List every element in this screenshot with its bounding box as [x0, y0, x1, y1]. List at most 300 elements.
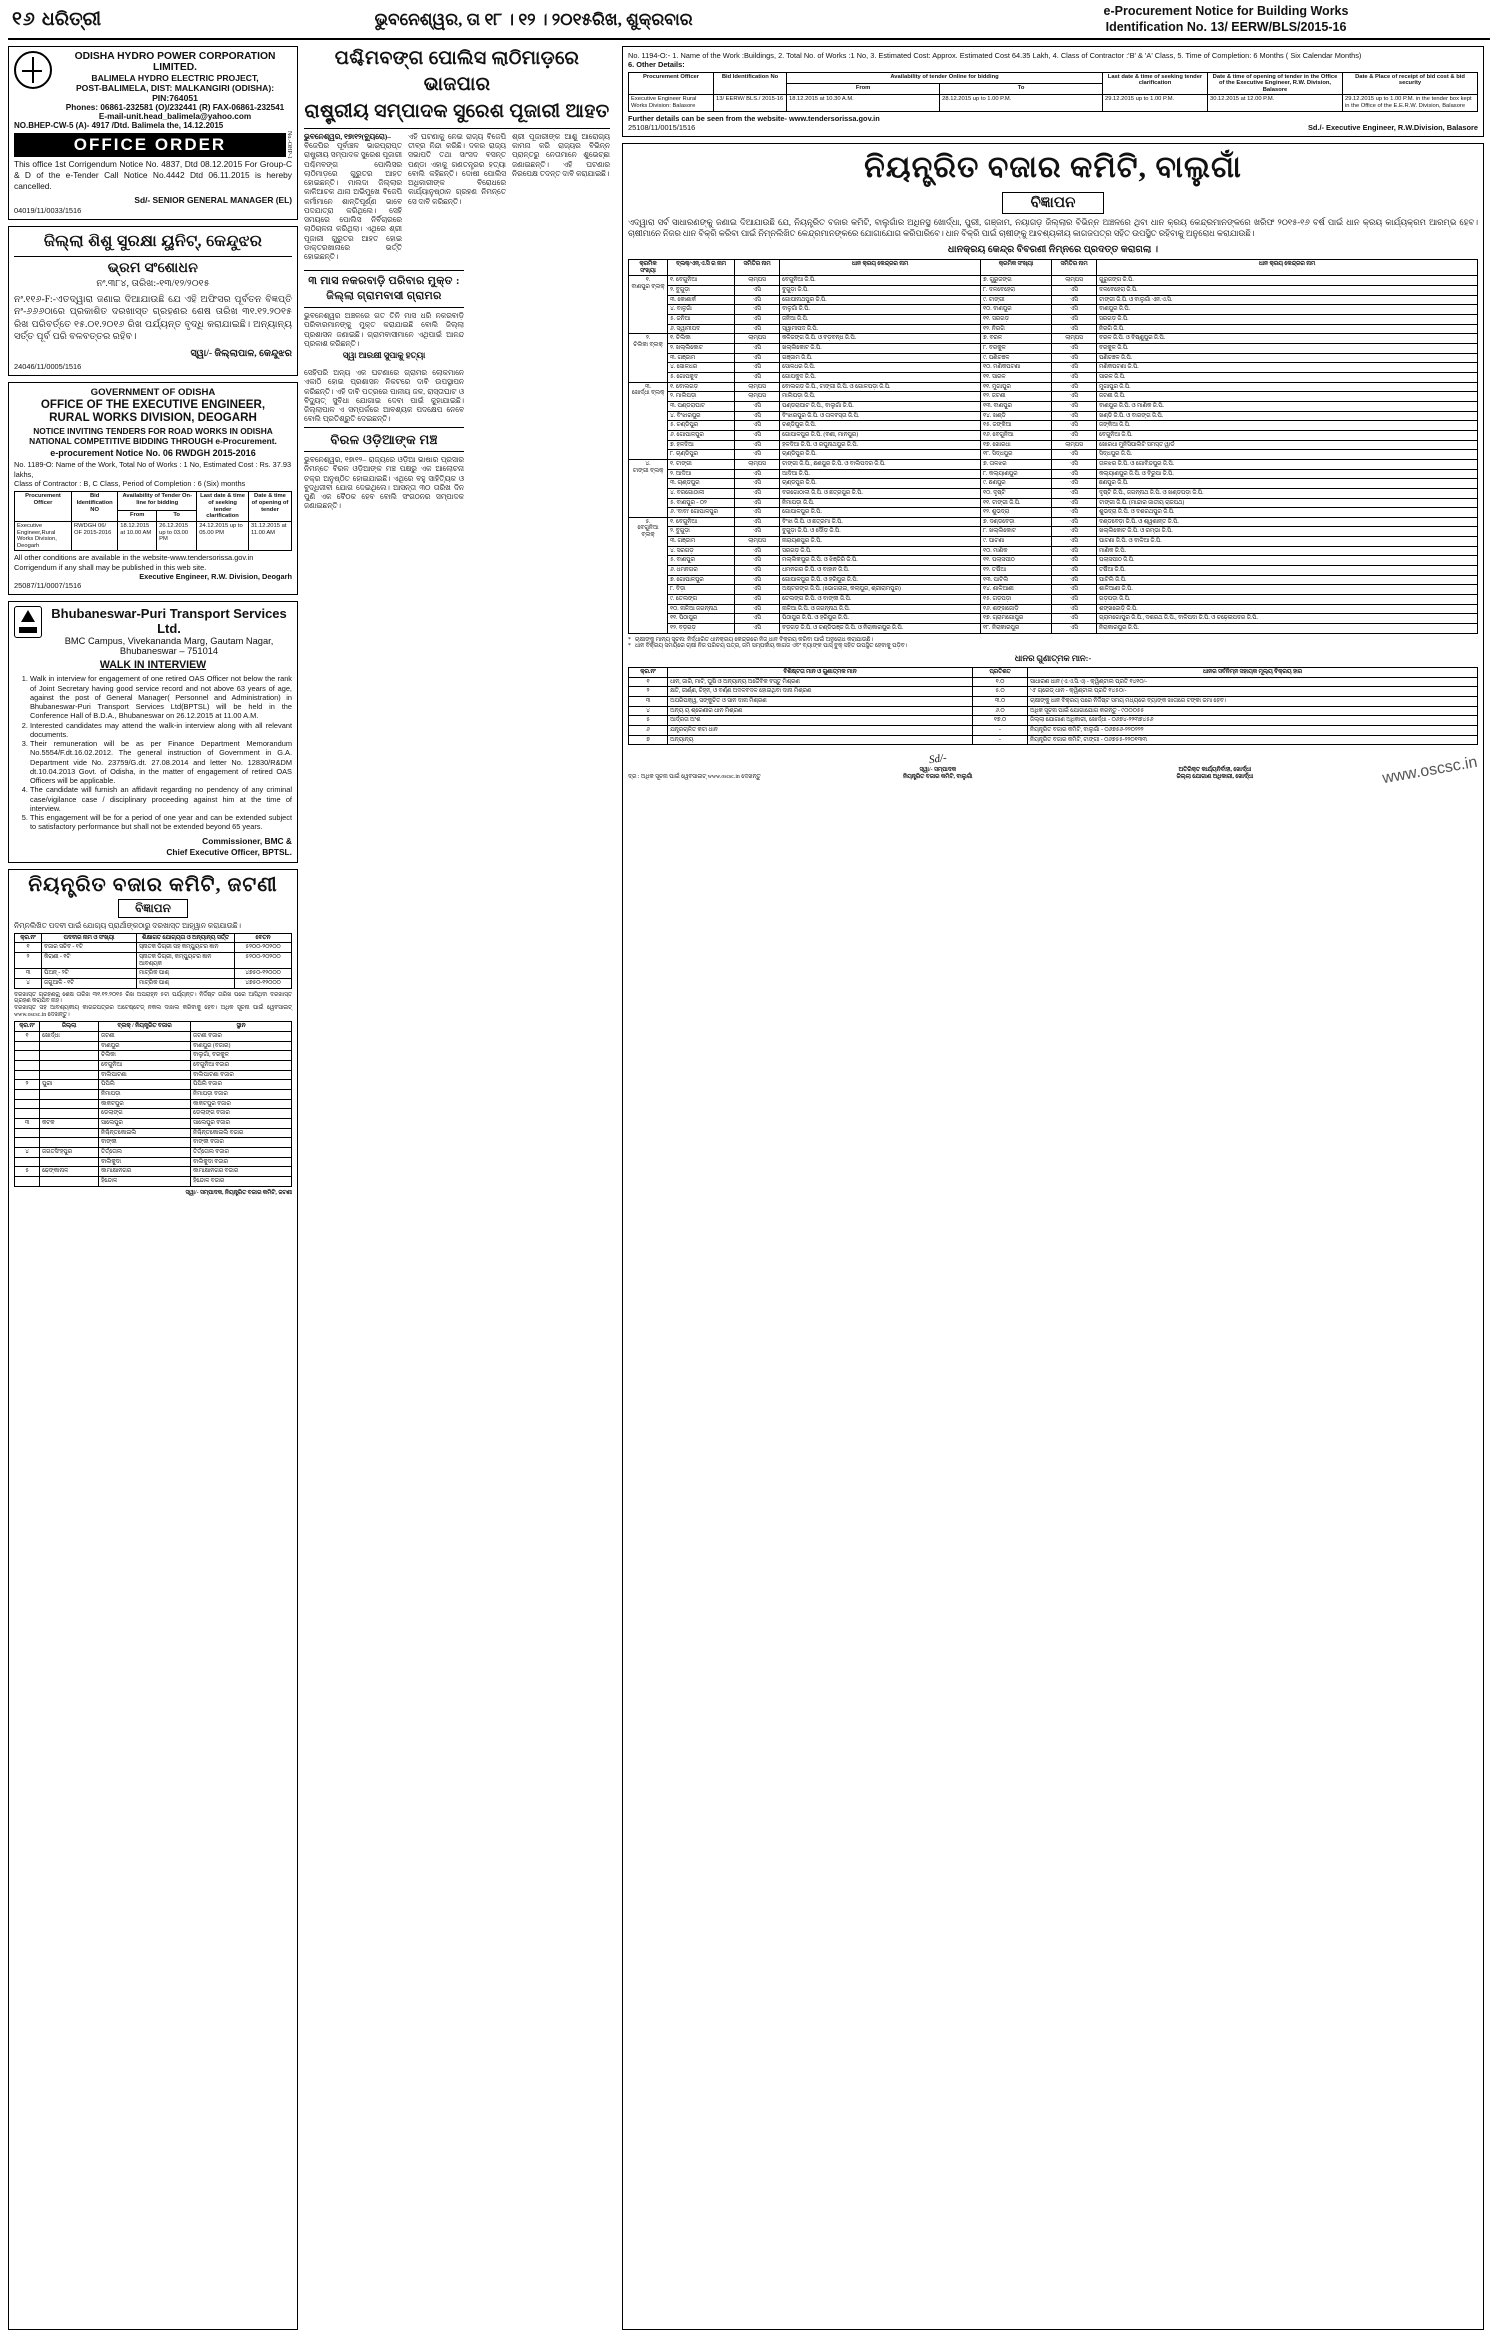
cell	[40, 1061, 99, 1071]
cell: ୧୧. ପିଠାପୁର	[668, 614, 735, 624]
cell: ୧୨. ନିରଗି	[981, 324, 1052, 334]
columns	[8, 46, 1490, 2330]
jatani-t1-r2c0: ୩	[15, 969, 42, 979]
cell: ଜଙ୍କିଆ ଜି.ପି.	[1097, 421, 1478, 431]
cell: ବିଂଝା ଜି.ପି. ଓ ଛତ୍ରମା ଜି.ପି.	[780, 517, 981, 527]
cell: ୮. କଲ୍ୟାଣପୁର	[981, 469, 1052, 479]
cell: ୧୦. ଦୃଷ୍ଟି	[981, 488, 1052, 498]
ohpc-ref: NO.BHEP-CW-5 (A)- 4917 /Dtd. Balimela the, 14.12.2015	[14, 121, 224, 130]
cell: କଲ୍ୟାଣପୁର ଜି.ପି. ଓ ବିରୁପା ଜି.ପି.	[1097, 469, 1478, 479]
cell: ପଣ୍ଡରାଘାଟ ଜି.ପି., ବାଲୁଗାଁ ଜି.ପି.	[780, 401, 981, 411]
deogarh-th-1: Bid Identification NO	[72, 492, 118, 522]
cell: ୧୫. ଜଙ୍କିଆ	[981, 421, 1052, 431]
cell: ୭. ହଳଦିଆ	[668, 440, 735, 450]
cell: ଏସି	[1052, 585, 1097, 595]
bptsl-address: BMC Campus, Vivekananda Marg, Gautam Nagar, Bhubaneswar – 751014	[64, 636, 274, 657]
cell: ଲାମ୍ପସ	[735, 537, 780, 547]
deogarh-tender-ad	[8, 382, 298, 595]
cell: ପିପିଲି ବଜାର	[191, 1080, 292, 1090]
cell: ଏସି	[1052, 614, 1097, 624]
cell: ଏସି	[1052, 353, 1097, 363]
cell: ନିଶ୍ଚିନ୍ତକୋଇଲି ବଜାର	[191, 1128, 292, 1138]
table-row	[15, 943, 292, 953]
cell: ବାଲୁଗାଁ, ବରକୁଳ	[191, 1051, 292, 1061]
cell: ବଡ଼ଗଡ଼ ଜି.ପି. ଓ ଚଣ୍ଡିଭଞ୍ଜ ଜି.ପି. ଓ ନିରାକାରପୁର ଜି.ପି.	[780, 624, 981, 634]
cell: ସାଧାରଣ ଧାନ (ଏ.ଏ.ସି.ଏ) - କ୍ୱିଣ୍ଟାଲ ପ୍ରତି ୧୪୧୦/-	[1028, 677, 1478, 687]
deogarh-th-4: Date & time of opening of tender	[248, 492, 291, 522]
jatani-title: ନିୟନ୍ତ୍ରିତ ବଜାର କମିଟି, ଜଟଣୀ	[28, 873, 278, 896]
deogarh-subth-0: From	[118, 510, 157, 521]
cell: ୫. ବାଣପୁର	[668, 556, 735, 566]
cell: ପାଟଣା ଜି.ପି. ଓ ବାଳିଆ ଜି.ପି.	[1097, 537, 1478, 547]
ohpc-refno: 04019/11/0033/1516	[14, 205, 82, 215]
cell: ୧୦. ନାଳିଆ ଜଗନ୍ନାଥ	[668, 604, 735, 614]
cell: ସାଲେପୁର ବଜାର	[191, 1118, 292, 1128]
table-row	[629, 469, 1478, 479]
deogarh-th-3: Last date & time of seeking tender clarification	[197, 492, 249, 522]
deogarh-division: RURAL WORKS DIVISION, DEOGARH	[49, 411, 257, 425]
cell	[40, 1089, 99, 1099]
cell: ୮. ଖଲ୍ଲିକୋଟ	[981, 527, 1052, 537]
cell: ପଣିଚଞ୍ଚଳ ଜି.ପି.	[1097, 353, 1478, 363]
column-1	[8, 46, 298, 2330]
cell: ଗୋପାଳପୁର ଜି.ପି. ଓ ହରିପୁର ଜି.ପି.	[780, 575, 981, 585]
balasore-tender-table	[628, 72, 1478, 112]
ohpc-body: This office 1st Corrigendum Notice No. 4837, Dtd 08.12.2015 For Group-C & D of the e-Tender Call Notice No.4442 Dtd 06.11.2015 is hereby cancelled.	[14, 159, 292, 191]
cell	[15, 1089, 40, 1099]
cell: ୭	[629, 735, 668, 745]
cell: -	[973, 725, 1028, 735]
balasore-th-0: Procurement Officer	[629, 72, 714, 95]
table-row	[629, 382, 1478, 392]
balugaon-th-2: ସମିତିର ନାମ	[735, 260, 780, 276]
cell: ସାରଳ ଜି.ପି.	[1097, 372, 1478, 382]
table-row	[629, 725, 1478, 735]
cell	[15, 1176, 40, 1186]
table-row	[629, 614, 1478, 624]
cell: ମାଲିପଡ଼ା ଜି.ପି.	[780, 392, 981, 402]
jatani-t1-r3c1: ଜଗୁଆଳି - ୧ଟି	[42, 979, 137, 989]
cell	[15, 1070, 40, 1080]
balasore-td-6: 29.12.2015 up to 1.00 P.M. in the tender box kept in the Office of the E.E.R.W. Division, Balasore	[1343, 95, 1478, 111]
deogarh-gov: GOVERNMENT OF ODISHA	[90, 387, 216, 399]
table-row	[629, 372, 1478, 382]
grade-th-1: ବିଶିଷ୍ଟତା ମାନ ଓ ଗୁଣାତ୍ମକ ମାନ	[668, 667, 973, 677]
cell: 'ଏ' ଗ୍ରେଡ୍ ଧାନ - କ୍ୱିଣ୍ଟାଲ ପ୍ରତି ୧୪୫୦/-	[1028, 687, 1478, 697]
cell: ୧	[15, 1032, 40, 1042]
cell: ୧୮. ନିରାକାରପୁର	[981, 624, 1052, 634]
cell: ଏସି	[1052, 401, 1097, 411]
cell: ଡେଲାଙ୍ଗ	[99, 1109, 191, 1119]
deogarh-subth-1: To	[157, 510, 197, 521]
cell: ୨. ବୁଗୁଡ଼ା	[668, 527, 735, 537]
jatani-t2-th-0: କ୍ର.ନଂ	[15, 1022, 40, 1032]
cell: ଜଟଣୀ ବଜାର	[191, 1032, 292, 1042]
column-4	[622, 46, 1484, 2330]
cell: ୧୭.୦	[973, 716, 1028, 726]
balugaon-th-0: କ୍ରମିକ ସଂଖ୍ୟା	[629, 260, 668, 276]
balugaon-sign-1: ସ୍ୱା/- ସମ୍ପାଦକ	[919, 767, 956, 774]
news-headline-2: ରାଷ୍ଟ୍ରୀୟ ସମ୍ପାଦକ ସୁରେଶ ପୂଜାରୀ ଆହତ	[304, 101, 610, 123]
table-row	[629, 305, 1478, 315]
balugaon-title: ନିୟନ୍ତ୍ରିତ ବଜାର କମିଟି, ବାଲୁଗାଁ	[864, 151, 1242, 185]
news-sub2-body: ସେହିପରି ଅନ୍ୟ ଏକ ଘଟଣାରେ ଗ୍ରାମର ଲୋକମାନେ ଏକାଠି ହୋଇ ପ୍ରଶାସନ ନିକଟରେ ଦାବି ଉପସ୍ଥାପନ କରିଛନ୍ତି। ଏହି ଦାବି ପତ୍ରରେ ପାନୀୟ ଜଳ, ରାସ୍ତାଘାଟ ଓ ବିଦ୍ୟୁତ୍ ସୁବିଧା ଯୋଗାଇ ଦେବା ପାଇଁ କୁହାଯାଇଛି। ଜିଲ୍ଲାପାଳ ଏ ସମ୍ପର୍କରେ ଆବଶ୍ୟକ ପଦକ୍ଷେପ ନେବେ ବୋଲି ପ୍ରତିଶ୍ରୁତି ଦେଇଛନ୍ତି।	[304, 368, 464, 424]
ohpc-email: E-mail-unit.head_balimela@yahoo.com	[98, 112, 252, 121]
cell: ପିପିଲି	[99, 1080, 191, 1090]
cell: ଏସି	[735, 295, 780, 305]
cell: ୭. ବରଳ	[981, 334, 1052, 344]
ohpc-office-order-ad	[8, 46, 298, 220]
table-row	[15, 1167, 292, 1177]
table-row	[629, 488, 1478, 498]
table-row	[629, 286, 1478, 296]
table-row	[15, 1070, 292, 1080]
table-row	[629, 735, 1478, 745]
table-row	[629, 411, 1478, 421]
balugaon-th-1: ବ୍ଲକ୍/ଏନ୍.ଏ.ସି ର ନାମ	[668, 260, 735, 276]
cell: ୧୮. ସିଦ୍ଧପୁର	[981, 450, 1052, 460]
balugaon-th-3: ଧାନ କ୍ରୟ କେନ୍ଦ୍ରର ନାମ	[780, 260, 981, 276]
jatani-post-table	[14, 933, 292, 989]
cell: ଏସି	[1052, 392, 1097, 402]
cell: ଏସି	[1052, 517, 1097, 527]
jatani-note2: ଦରଖାସ୍ତ ସହ ଆବଶ୍ୟକୀୟ କାଗଜପତ୍ରର ଅଟେଷ୍ଟେଡ୍ ନକଲ ଦାଖଲ କରିବାକୁ ହେବ। ଅଧିକ ସୂଚନା ପାଇଁ ୱେବସାଇଟ୍ www.oscsc.in ଦେଖନ୍ତୁ।	[14, 1005, 292, 1018]
cell: ଏସି	[735, 315, 780, 325]
table-row	[15, 1041, 292, 1051]
cell: ବୁଗୁଡ଼ା ଜି.ପି. ଓ ଦୌଡ଼ ଜି.ପି.	[780, 527, 981, 537]
cell: ଆର୍ଦ୍ରତା ଅଂଶ	[668, 716, 973, 726]
cell: ଜନିଆ ଜି.ପି.	[780, 315, 981, 325]
balugaon-group-name: ଟାଙ୍ଗୀ ବ୍ଲକ୍	[632, 467, 664, 474]
jatani-t1-r2c3: ୪୭୫୦-୧୨୦୦୦	[235, 969, 292, 979]
cell: ୧	[629, 677, 668, 687]
cell: କାକଟପୁର	[99, 1099, 191, 1109]
cell: ଶୁଭଦ୍ରା ଜି.ପି. ଓ ଦଶରଥପୁର ଜି.ପି.	[1097, 508, 1478, 518]
cell	[40, 1070, 99, 1080]
cell: ଗଡ଼ପଡ଼ା ଜି.ପି.	[1097, 595, 1478, 605]
deogarh-notice-line1: NOTICE INVITING TENDERS FOR ROAD WORKS IN ODISHA	[33, 426, 273, 437]
cell: ୫. ଚଣ୍ଡିପୁର	[668, 421, 735, 431]
cell: କାମାକ୍ଷାନଗର ବଜାର	[191, 1167, 292, 1177]
balugaon-group-no: ୪.	[645, 460, 651, 467]
cell: ତିର୍ତ୍ତୋଲ ବଜାର	[191, 1147, 292, 1157]
cell: ଚାଷୀଙ୍କୁ ଧାନ ବିକ୍ରୟ ପରେ ନିର୍ଦ୍ଦିଷ୍ଟ ସମୟ ମଧ୍ୟରେ ବ୍ୟାଙ୍କ ଖାତାରେ ଟଙ୍କା ଜମା ହେବ।	[1028, 696, 1478, 706]
cell: ୧୧. ସାରଳ	[981, 372, 1052, 382]
cell: ବେଗୁନିଆ	[99, 1061, 191, 1071]
table-row	[629, 276, 1478, 286]
jatani-t1-th-3: ବେତନ	[235, 933, 292, 943]
cell	[40, 1099, 99, 1109]
cell: ଏସି	[735, 498, 780, 508]
cell: ଏସି	[1052, 324, 1097, 334]
cell: ଲାମ୍ପସ	[735, 382, 780, 392]
cell: ୩. ଗଞ୍ଜାମ	[668, 537, 735, 547]
cell: ନିମାପଡ଼ା ଜି.ପି.	[780, 498, 981, 508]
signature-stamp: Sd/-	[928, 751, 948, 767]
cell: ୪. ବରଗୋଠାଳୀ	[668, 488, 735, 498]
cell: ଅଷ୍ଟରଙ୍ଗ ଜି.ପି. (ଭୋଗରାଇ, କଲାପୁର, ଶ୍ରୀରାମପୁର)	[780, 585, 981, 595]
balugaon-group-label	[629, 334, 668, 382]
jatani-intro: ନିମ୍ନଲିଖିତ ପଦବୀ ପାଇଁ ଯୋଗ୍ୟ ପ୍ରାର୍ଥୀଙ୍କଠାରୁ ଦରଖାସ୍ତ ଆହ୍ୱାନ କରାଯାଉଛି।	[14, 920, 241, 930]
jatani-t1-r1c2: ସ୍ନାତକ ଡିଗ୍ରୀ, କମ୍ପ୍ୟୁଟର ଜ୍ଞାନ ଆବଶ୍ୟକ	[137, 953, 235, 969]
deogarh-td-1: RWDGH 06/ OF 2015-2016	[72, 521, 118, 551]
list-item: 1. Walk in interview for engagement of one retired OAS Officer not below the rank of Joint Secretary having good service record and not above 63 years of age, against the post of General Manager( Personnel and Administration) in Bhubaneswar-Puri Transport Services Ltd(BPTSL) will be held in the Conference Hall of B.D.A., Bhubaneswar on 26.12.2015 at 11.00 A.M.	[30, 674, 292, 720]
cell: ସରଗଡ଼ ଜି.ପି.	[780, 546, 981, 556]
list-item: 4. The candidate will furnish an affidavit regarding no pendency of any criminal case/vigilance case / disciplinary proceeding against him at the time of interview.	[30, 785, 292, 813]
table-row	[629, 508, 1478, 518]
table-row	[15, 1157, 292, 1167]
deogarh-foot1: All other conditions are available in the website-www.tendersorissa.gov.in	[14, 553, 254, 563]
cell	[15, 1041, 40, 1051]
cell: ୧୨. ଶୁଭଦ୍ରା	[981, 508, 1052, 518]
cell: ଖୋରଧା ମୁନିସିପାଲିଟି ସମସ୍ତ ୱାର୍ଡ	[1097, 440, 1478, 450]
cell: ତିର୍ତ୍ତୋଲ	[99, 1147, 191, 1157]
cell: ୧୩. ପାଟିଲି	[981, 575, 1052, 585]
cell: ଏସି	[735, 488, 780, 498]
table-row	[15, 1109, 292, 1119]
news-sub1-sign: ସ୍ୱା ଆରକ୍ଷୀ ସୁପାକୁ ହତ୍ୟା	[342, 351, 426, 361]
cell: ୪	[15, 1147, 40, 1157]
cell: ଏସି	[1052, 546, 1097, 556]
table-row	[629, 295, 1478, 305]
cell: ଏସି	[735, 344, 780, 354]
cell: -	[973, 735, 1028, 745]
cell: ୪. ସୋଳଧର	[668, 363, 735, 373]
table-row	[15, 969, 292, 979]
cell: ଏସି	[735, 353, 780, 363]
jatani-ad-badge: ବିଜ୍ଞାପନ	[118, 899, 188, 918]
cell: ଶଙ୍ଖଜୋଡ଼ି ଜି.ପି.	[1097, 604, 1478, 614]
cell: ୧୬. ଶଙ୍ଖଜୋଡ଼ି	[981, 604, 1052, 614]
ohpc-side-note: No.-OHP-1	[286, 130, 292, 159]
cell: ନିୟନ୍ତ୍ରିତ ବଜାର କମିଟି, ବାଲୁଗାଁ - ୦୬୭୫୬-୨୨୦୨୨୨	[1028, 725, 1478, 735]
cell: ଗୋପାଳପୁର ଜି.ପି.	[780, 508, 981, 518]
cell: ଏସି	[735, 450, 780, 460]
cell: ୧. ବେଗୁନିଆ	[668, 517, 735, 527]
deogarh-office: OFFICE OF THE EXECUTIVE ENGINEER,	[40, 398, 266, 412]
cell: ଏସି	[1052, 363, 1097, 373]
news-sub1-title: ୩ ମାସ ନକରବାଡ଼ି ପରିବାର ମୁକ୍ତ : ଜିଲ୍ଲା ଗ୍ରାମବାସୀ ଗ୍ରାମର	[308, 275, 460, 303]
table-row	[15, 953, 292, 969]
cell: ନାରାୟଣପୁର ଜି.ପି.	[780, 537, 981, 547]
balasore-th-1: Bid Identification No	[714, 72, 787, 95]
balasore-refno: 25108/11/0015/1516	[628, 123, 696, 133]
cell: ୫	[15, 1167, 40, 1177]
cell: ଏସି	[1052, 595, 1097, 605]
masthead-right-notice	[966, 4, 1486, 35]
cell: ପୁରୀ	[40, 1080, 99, 1090]
cell: ଏସି	[735, 430, 780, 440]
news-sub-article-2	[304, 368, 464, 2330]
office-order-banner: OFFICE ORDER	[14, 133, 286, 157]
cell: ୧୭. ଖୋରଧା	[981, 440, 1052, 450]
cell: ଏସି	[1052, 556, 1097, 566]
cell: ଏସି	[735, 595, 780, 605]
cell: ୬	[629, 725, 668, 735]
ohpc-sign: Sd/- SENIOR GENERAL MANAGER (EL)	[134, 194, 292, 205]
cell: ୧୧. ପଲାସପୀଠ	[981, 556, 1052, 566]
balasore-subth-1: To	[940, 83, 1103, 94]
deogarh-refno: 25087/11/0007/1516	[14, 581, 82, 591]
sisu-body: ନଂ.୧୧୬-F:-ଏତଦ୍ୱାରା ଜଣାଇ ଦିଆଯାଉଛି ଯେ ଏହି ଅଫିସର ପୂର୍ବତନ ବିଜ୍ଞପ୍ତି ନଂ-୬୬୬ଠାରେ ପ୍ରକାଶିତ ଦରଖାସ୍ତ ଗ୍ରହଣର ଶେଷ ତାରିଖ ୩୧.୧୨.୨୦୧୫ ରିଖ ପରିବର୍ତ୍ତେ ୧୫.୦୧.୨୦୧୬ ରିଖ ପର୍ଯ୍ୟନ୍ତ ବୃଦ୍ଧି କରାଯାଇଛି। ଅନ୍ୟାନ୍ୟ ସର୍ତ୍ତ ପୂର୍ବ ପରି ବଳବତ୍ତର ରହିବ।	[14, 293, 292, 343]
balugaon-group-label	[629, 459, 668, 517]
cell: ୭. ତାଳଝର	[981, 459, 1052, 469]
ohpc-sub1: BALIMELA HYDRO ELECTRIC PROJECT,	[91, 73, 259, 83]
jatani-t1-r0c2: ସ୍ନାତକ ଡିଗ୍ରୀ ସହ କମ୍ପ୍ୟୁଟର ଜ୍ଞାନ	[137, 943, 235, 953]
balasore-th-4: Date & time of opening of tender in the Office of the Executive Engineer, R.W. Division, Balasore	[1208, 72, 1343, 95]
cell: ଏସି	[1052, 372, 1097, 382]
cell: ସ୍ୱାମୀପଦ ଜି.ପି.	[780, 324, 981, 334]
cell: ବାଣପୁର ଜି.ପି.	[1097, 305, 1478, 315]
cell: ଚିଲିକା	[99, 1051, 191, 1061]
jatani-t2-th-1: ଜିଲ୍ଲା	[40, 1022, 99, 1032]
table-row	[629, 479, 1478, 489]
cell: ମଣିକପଟଣା ଜି.ପି.	[1097, 363, 1478, 373]
table-row	[629, 575, 1478, 585]
table-row	[629, 421, 1478, 431]
cell: ଏସି	[735, 479, 780, 489]
cell: ୨. ବୁଗୁଡ଼ା	[668, 286, 735, 296]
list-item: 2. Interested candidates may attend the walk-in interview along with all relevant documents.	[30, 721, 292, 740]
table-row	[629, 546, 1478, 556]
cell: ୯. ଛଣପୁର	[981, 479, 1052, 489]
cell	[15, 1051, 40, 1061]
cell: ୧୩. ବାଣପୁର	[981, 401, 1052, 411]
news-headline-1: ପଶ୍ଚିମବଙ୍ଗ ପୋଲିସ ଲାଠିମାଡ଼ରେ ଭାଜପାର	[334, 48, 580, 95]
cell: ଏସି	[1052, 450, 1097, 460]
deogarh-td-3: 26.12.2015 up to 03.00 PM	[157, 521, 197, 551]
jatani-t1-r1c1: କିରାଣୀ - ୧ଟି	[42, 953, 137, 969]
cell: ୧. ଟାଙ୍ଗୀ	[668, 459, 735, 469]
cell: ଏସି	[735, 363, 780, 373]
balugaon-sign-4: ଜିଲ୍ଲା ଯୋଗାଣ ଅଧିକାରୀ, ଖୋର୍ଦ୍ଧା	[1176, 773, 1254, 780]
cell: ୨. ମାଲିପଡ଼ା	[668, 392, 735, 402]
balasore-subth-0: From	[787, 83, 940, 94]
balasore-th-5: Date & Place of receipt of bid cost & bid security	[1343, 72, 1478, 95]
bptsl-title: Bhubaneswar-Puri Transport Services Ltd.	[51, 606, 287, 637]
cell: ୮. ଚାଣ୍ଡିପୁର	[668, 450, 735, 460]
cell	[40, 1176, 99, 1186]
deogarh-line1: No. 1189-O: Name of the Work, Total No of Works : 1 No, Estimated Cost : Rs. 37.93 lakhs,	[14, 460, 292, 479]
sisu-sign: ସ୍ୱା/- ଜିଲ୍ଲାପାଳ, କେନ୍ଦୁଝର	[190, 347, 292, 359]
balugaon-group-name: ଚିଲିକା ବ୍ଲକ୍	[633, 342, 663, 348]
cell: ଛଣପୁର ଜି.ପି.	[1097, 479, 1478, 489]
cell: ଟାଙ୍ଗୀ ଜି.ପି., ଛଣପୁର ଜି.ପି. ଓ ବାଲିପଦର ଜି.ପି.	[780, 459, 981, 469]
table-row	[629, 595, 1478, 605]
jatani-note: ଦରଖାସ୍ତ ଗ୍ରହଣର ଶେଷ ତାରିଖ ୩୧.୧୨.୨୦୧୫ ରିଖ ଅପରାହ୍ନ ୫ଟା ପର୍ଯ୍ୟନ୍ତ। ନିର୍ଦ୍ଦିଷ୍ଟ ତାରିଖ ପରେ ଆସିଥିବା ଦରଖାସ୍ତ ଗ୍ରହଣ କରାଯିବ ନାହିଁ।	[14, 991, 292, 1005]
balugaon-sign-2: ନିୟନ୍ତ୍ରିତ ବଜାର କମିଟି, ବାଲୁଗାଁ	[903, 773, 973, 780]
cell	[40, 1041, 99, 1051]
jatani-t1-r1c3: ୫୨୦୦-୨୦୨୦୦	[235, 953, 292, 969]
table-row	[629, 430, 1478, 440]
jatani-t1-th-1: ପଦବୀର ନାମ ଓ ସଂଖ୍ୟା	[42, 933, 137, 943]
deogarh-td-0: Executive Engineer,Rural Works Division, Deogarh	[15, 521, 72, 551]
cell: ୧୦. ମଣିକପଟଣା	[981, 363, 1052, 373]
balasore-td-0: Executive Engineer Rural Works Division: Balasore	[629, 95, 714, 111]
cell: ନିମାପଡ଼ା ବଜାର	[191, 1089, 292, 1099]
balugaon-ad-badge: ବିଜ୍ଞାପନ	[1002, 192, 1105, 214]
cell: ୭. ଗୋପାଳପୁର	[668, 575, 735, 585]
balasore-td-4: 29.12.2015 up to 1.00 P.M.	[1103, 95, 1208, 111]
cell: ୮. ବିଡ଼ା	[668, 585, 735, 595]
cell: ୩. ଚାଣ୍ଡପୁର	[668, 479, 735, 489]
child-protection-unit-ad	[8, 226, 298, 377]
cell: ୩. କୋଣାର୍କ	[668, 295, 735, 305]
cell: ଶାଳିଆଣୀ ଜି.ପି.	[1097, 585, 1478, 595]
cell: ବାଙ୍କୀ	[99, 1138, 191, 1148]
cell: ଏସି	[735, 517, 780, 527]
table-row	[629, 450, 1478, 460]
news-col-2: ଏହି ଘଟଣାକୁ ନେଇ ରାଜ୍ୟ ବିଜେପି ତୀବ୍ର ନିନ୍ଦା କରିଛି। ଦଳର ରାଜ୍ୟ ସଭାପତି ତଥା ସାଂସଦ ବସନ୍ତ ପଣ୍ଡା ଏହାକୁ ଗଣତନ୍ତ୍ରର ହତ୍ୟା ବୋଲି କହିଛନ୍ତି। ଦୋଷୀ ପୋଲିସ ଅଧିକାରୀଙ୍କ ବିରୋଧରେ କାର୍ଯ୍ୟାନୁଷ୍ଠାନ ଗ୍ରହଣ ନିମନ୍ତେ ସେ ଦାବି କରିଛନ୍ତି।	[408, 131, 506, 206]
news-sub3-body: ଭୁବନେଶ୍ୱର, ୧୭ା୧୨– ରାଜ୍ୟରେ ଓଡ଼ିଆ ଭାଷାର ପ୍ରସାର ନିମନ୍ତେ ବିରଳ ଓଡ଼ିଆଙ୍କ ମଞ୍ଚ ପକ୍ଷରୁ ଏକ ଆଲୋଚନା ଚକ୍ର ଅନୁଷ୍ଠିତ ହୋଇଯାଇଛି। ଏଥିରେ ବହୁ ସାହିତ୍ୟିକ ଓ ବୁଦ୍ଧିଜୀବୀ ଯୋଗ ଦେଇଥିଲେ। ଆସନ୍ତା ୩୦ ତାରିଖ ଦିନ ପୁଣି ଏକ ବୈଠକ ହେବ ବୋଲି ସଂଗଠନର ସମ୍ପାଦକ ଜଣାଇଛନ୍ତି।	[304, 455, 464, 511]
cell: ଏସି	[1052, 459, 1097, 469]
cell: ଲାମ୍ପସ	[735, 459, 780, 469]
cell: ଏସି	[735, 372, 780, 382]
cell: ୨. ଆଦିଆ	[668, 469, 735, 479]
balugaon-grade-title: ଧାନର ଗୁଣାତ୍ମକ ମାନ:-	[1014, 654, 1092, 663]
table-row	[629, 687, 1478, 697]
cell: ଏସି	[735, 305, 780, 315]
cell	[15, 1138, 40, 1148]
sisu-subtitle: ଭ୍ରମ ସଂଶୋଧନ	[107, 260, 199, 276]
cell: ୧୪. ଶାଳିଆଣୀ	[981, 585, 1052, 595]
bptsl-sign2: Chief Executive Officer, BPTSL.	[166, 846, 292, 857]
balasore-td-5: 30.12.2015 at 12.00 P.M.	[1208, 95, 1343, 111]
cell: ୩. ପଣ୍ଡରାଘାଟ	[668, 401, 735, 411]
masthead-right-title: e-Procurement Notice for Building Works	[1103, 4, 1349, 19]
cell: କାମାକ୍ଷାନଗର	[99, 1167, 191, 1177]
cell: ୧୦. ବାଣପୁର	[981, 305, 1052, 315]
balasore-td-1: 13/ EERW/ BLS./ 2015-16	[714, 95, 787, 111]
cell: ୧୫. ଗଡ଼ପଡ଼ା	[981, 595, 1052, 605]
balasore-td-2: 18.12.2015 at 10.30 A.M.	[787, 95, 940, 111]
cell: ୩.୦	[973, 696, 1028, 706]
cell: ୯. ତେଲଙ୍ଗ	[668, 595, 735, 605]
cell: ଖଣ୍ଡି ଜି.ପି. ଓ ବାରଙ୍ଗ ଜି.ପି.	[1097, 411, 1478, 421]
cell: ଢେଙ୍କାନାଳ	[40, 1167, 99, 1177]
grade-th-3: ଧାନର ସର୍ବନିମ୍ନ ସହାୟକ ମୂଲ୍ୟ ବିକ୍ରୟ ହାର	[1028, 667, 1478, 677]
deogarh-tender-table	[14, 491, 292, 551]
cell: ଏସି	[1052, 566, 1097, 576]
cell: ୪. ବାଳୁଗାଁ	[668, 305, 735, 315]
cell: ହିନ୍ଦୋଳ	[99, 1176, 191, 1186]
cell: ଏସି	[735, 546, 780, 556]
cell	[40, 1051, 99, 1061]
balasore-footer: Further details can be seen from the website- www.tendersorissa.gov.in	[628, 113, 880, 123]
deogarh-line2: Class of Contractor : B, C Class, Period of Completion : 6 (Six) months	[14, 478, 246, 488]
balasore-th-2: Availability of tender Online for bidding	[787, 72, 1103, 83]
deogarh-th-2: Availability of Tender On-line for bidding	[118, 492, 197, 511]
cell: ୧. ବେଗୁନିଆ	[668, 276, 735, 286]
cell: ଦୃଷ୍ଟି ଜି.ପି., ଜଗନ୍ନାଥ ଜି.ପି. ଓ ଖଣ୍ଡପଡ଼ା ଜି.ପି.	[1097, 488, 1478, 498]
column-2-news	[304, 46, 610, 2330]
cell: ଗୋପକୁଦ ଜି.ପି.	[780, 372, 981, 382]
cell: ଲାମ୍ପସ	[735, 276, 780, 286]
cell: ୧୧. ଟାଙ୍ଗୀ ଜି.ପି.	[981, 498, 1052, 508]
list-item: 3. Their remuneration will be as per Finance Department Memorandum No.5554/F.dt.16.02.2012. The general instruction of Government in G.A. Department vide No. 23759/G.dt. 27.08.2014 and letter No. 12830/R&DM dt.10.04.2013 Govt. of Odisha, in the matter of engagement of retired OAS Officers will be applicable.	[30, 739, 292, 785]
table-row	[15, 1061, 292, 1071]
cell: ନିରଗି ଜି.ପି.	[1097, 324, 1478, 334]
cell: ପଲାସପୀଠ ଜି.ପି.	[1097, 556, 1478, 566]
cell: ଏସି	[735, 469, 780, 479]
cell: ଡେଲାଙ୍ଗ ବଜାର	[191, 1109, 292, 1119]
balasore-th-3: Last date & time of seeking tender clarification	[1103, 72, 1208, 95]
cell	[15, 1099, 40, 1109]
cell: ବାଲିପାଟଣା	[99, 1070, 191, 1080]
cell: ୯. ଟାଙ୍ଗୀ	[981, 295, 1052, 305]
balugaon-group-no: ୩.	[644, 383, 651, 390]
cell: ତର୍ଷିଆ ଜି.ପି.	[1097, 566, 1478, 576]
